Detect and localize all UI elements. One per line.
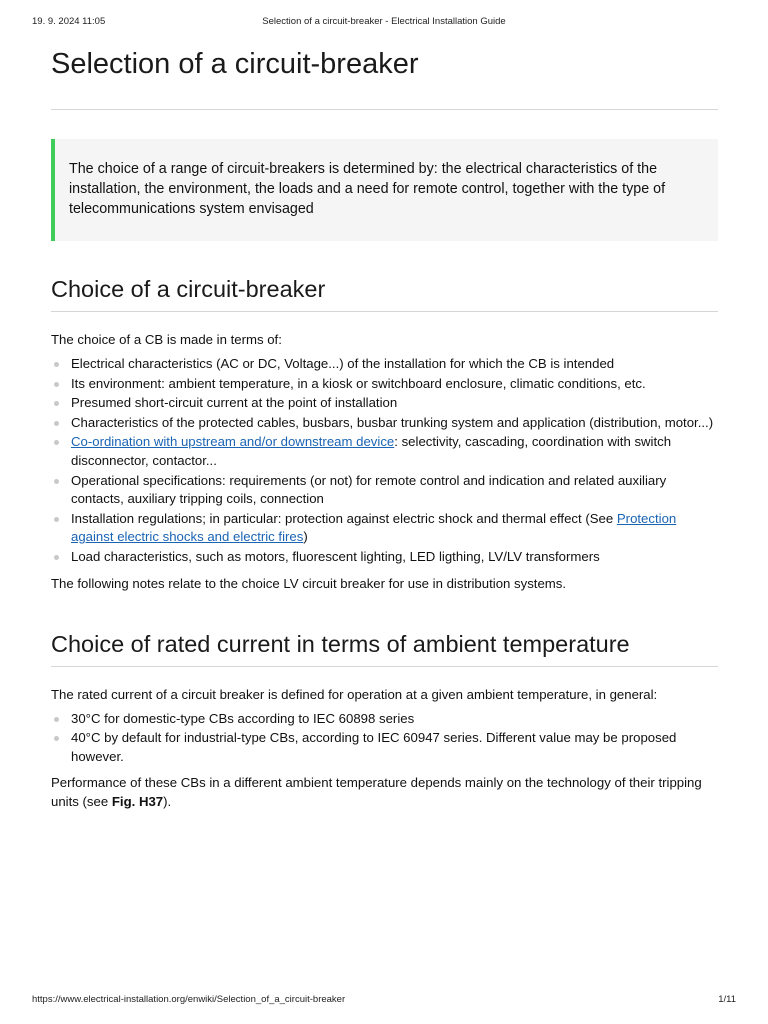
list-item bbox=[51, 472, 718, 509]
print-url: https://www.electrical-installation.org/enwiki/Selection_of_a_circuit-breaker bbox=[32, 994, 346, 1005]
print-date: 19. 9. 2024 11:05 bbox=[32, 16, 106, 27]
list-item bbox=[51, 414, 718, 433]
bullet-icon bbox=[54, 517, 59, 522]
bullet-icon bbox=[54, 440, 59, 445]
section-outro: The following notes relate to the choice LV circuit breaker for use in distribution systems. bbox=[51, 575, 567, 591]
section-divider bbox=[51, 311, 718, 312]
list-item bbox=[51, 433, 718, 470]
section-heading-rated-current: Choice of rated current in terms of ambient temperature bbox=[51, 630, 630, 657]
list-item bbox=[51, 729, 718, 766]
page-number: 1/11 bbox=[718, 994, 736, 1005]
section-outro bbox=[51, 773, 718, 811]
list-item-text: Characteristics of the protected cables, busbars, busbar trunking system and application (distribution, motor...) bbox=[71, 414, 714, 430]
list-item-text: Presumed short-circuit current at the point of installation bbox=[71, 395, 398, 411]
temperature-list bbox=[51, 710, 718, 767]
list-item bbox=[51, 548, 718, 567]
list-item bbox=[51, 710, 718, 729]
list-item-text: : selectivity, cascading, coordination with switch disconnector, contactor... bbox=[71, 434, 672, 468]
list-item bbox=[51, 375, 718, 394]
coordination-link[interactable]: Co-ordination with upstream and/or downstream device bbox=[71, 434, 395, 450]
article bbox=[51, 44, 718, 811]
list-item-text: Electrical characteristics (AC or DC, Voltage...) of the installation for which the CB is intended bbox=[71, 356, 615, 371]
summary-callout: The choice of a range of circuit-breakers is determined by: the electrical characteristics of the installation, the environment, the loads and a need for remote control, together with the type of telecommunications system envisaged bbox=[51, 139, 718, 241]
list-item-text: 30°C for domestic-type CBs according to IEC 60898 series bbox=[71, 710, 415, 726]
page-title: Selection of a circuit-breaker bbox=[51, 48, 419, 80]
list-item-text: Its environment: ambient temperature, in a kiosk or switchboard enclosure, climatic conditions, etc. bbox=[71, 375, 646, 391]
bullet-icon bbox=[54, 382, 59, 387]
outro-end: ). bbox=[163, 794, 172, 810]
protection-link[interactable]: Protection against electric shocks and electric fires bbox=[71, 510, 677, 545]
title-divider bbox=[51, 109, 718, 110]
bullet-icon bbox=[54, 555, 59, 560]
print-header bbox=[32, 16, 736, 30]
list-item bbox=[51, 355, 718, 374]
list-item-text: Installation regulations; in particular: protection against electric shock and thermal effect (See bbox=[71, 510, 617, 526]
section-intro: The rated current of a circuit breaker is defined for operation at a given ambient temperature, in general: bbox=[51, 686, 658, 702]
list-item bbox=[51, 394, 718, 413]
bullet-icon bbox=[54, 736, 59, 741]
bullet-icon bbox=[54, 479, 59, 484]
bullet-icon bbox=[54, 421, 59, 426]
section-divider bbox=[51, 666, 718, 667]
list-item-text: ) bbox=[303, 529, 308, 545]
bullet-icon bbox=[54, 717, 59, 722]
bullet-icon bbox=[54, 362, 59, 367]
criteria-list bbox=[51, 355, 718, 567]
list-item-text: Operational specifications: requirements (or not) for remote control and indication and related auxiliary contacts, auxiliary tripping coils, connection bbox=[71, 472, 667, 507]
print-footer bbox=[32, 994, 736, 1008]
figure-reference: Fig. H37 bbox=[111, 794, 164, 810]
list-item-text: 40°C by default for industrial-type CBs, according to IEC 60947 series. Different value may be proposed however. bbox=[71, 730, 677, 764]
bullet-icon bbox=[54, 401, 59, 406]
list-item-text: Load characteristics, such as motors, fluorescent lighting, LED ligthing, LV/LV transformers bbox=[71, 548, 600, 564]
section-intro: The choice of a CB is made in terms of: bbox=[51, 332, 282, 347]
print-page-title: Selection of a circuit-breaker - Electrical Installation Guide bbox=[262, 16, 506, 27]
section-heading-choice-of-circuit-breaker: Choice of a circuit-breaker bbox=[51, 276, 326, 302]
outro-text: Performance of these CBs in a different ambient temperature depends mainly on the technology of their tripping units (see bbox=[51, 775, 702, 810]
list-item bbox=[51, 510, 718, 547]
